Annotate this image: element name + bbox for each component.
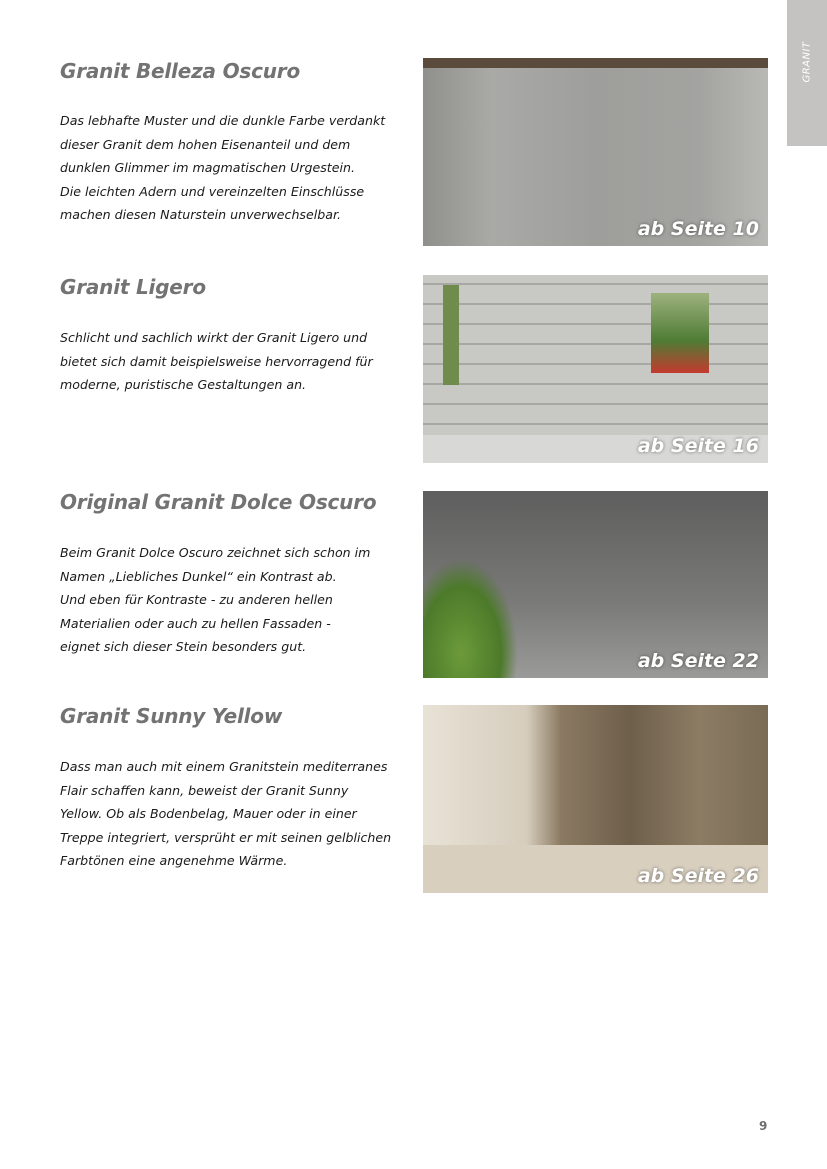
section-description <box>60 541 370 659</box>
section-title: Granit Ligero <box>60 275 206 299</box>
section-title: Original Granit Dolce Oscuro <box>60 490 377 514</box>
photo-ligero-wall <box>423 275 768 463</box>
text-line: dieser Granit dem hohen Eisenanteil und dem <box>60 136 351 152</box>
section-title: Granit Sunny Yellow <box>60 704 283 728</box>
text-line: bietet sich damit beispielsweise hervorragend für <box>60 353 373 369</box>
page-reference: ab Seite 22 <box>637 650 759 672</box>
text-line: Materialien oder auch zu hellen Fassaden - <box>60 615 331 631</box>
page-reference: ab Seite 10 <box>637 218 759 240</box>
text-line: Und eben für Kontraste - zu anderen hellen <box>60 592 333 607</box>
text-line: moderne, puristische Gestaltungen an. <box>60 377 307 392</box>
photo-sunny-yellow-steps <box>423 705 768 893</box>
text-line: Dass man auch mit einem Granitstein mediterranes <box>60 759 388 774</box>
text-line: machen diesen Naturstein unverwechselbar. <box>60 207 341 222</box>
text-line: Flair schaffen kann, beweist der Granit Sunny <box>60 782 349 798</box>
text-line: eignet sich dieser Stein besonders gut. <box>60 639 307 654</box>
section-tab-label: GRANIT <box>801 41 813 83</box>
section-description <box>60 755 391 873</box>
text-line: Farbtönen eine angenehme Wärme. <box>60 853 288 868</box>
text-line: dunklen Glimmer im magmatischen Urgestein. <box>60 160 355 175</box>
text-line: Namen „Liebliches Dunkel“ ein Kontrast ab. <box>60 568 337 584</box>
photo-dolce-oscuro-wall <box>423 491 768 678</box>
text-line: Das lebhafte Muster und die dunkle Farbe verdankt <box>60 113 386 128</box>
text-line: Die leichten Adern und vereinzelten Einschlüsse <box>60 183 365 199</box>
text-line: Beim Granit Dolce Oscuro zeichnet sich schon im <box>60 545 371 560</box>
photo-belleza-oscuro-wall <box>423 58 768 246</box>
page-reference: ab Seite 26 <box>637 865 759 887</box>
page-reference: ab Seite 16 <box>637 435 759 457</box>
section-title: Granit Belleza Oscuro <box>60 59 300 83</box>
page-number: 9 <box>759 1119 768 1133</box>
text-line: Yellow. Ob als Bodenbelag, Mauer oder in einer <box>60 806 357 821</box>
text-line: Schlicht und sachlich wirkt der Granit Ligero und <box>60 330 368 345</box>
section-description <box>60 326 373 397</box>
section-description <box>60 109 385 227</box>
text-line: Treppe integriert, versprüht er mit seinen gelblichen <box>60 829 392 845</box>
section-tab <box>787 0 827 146</box>
